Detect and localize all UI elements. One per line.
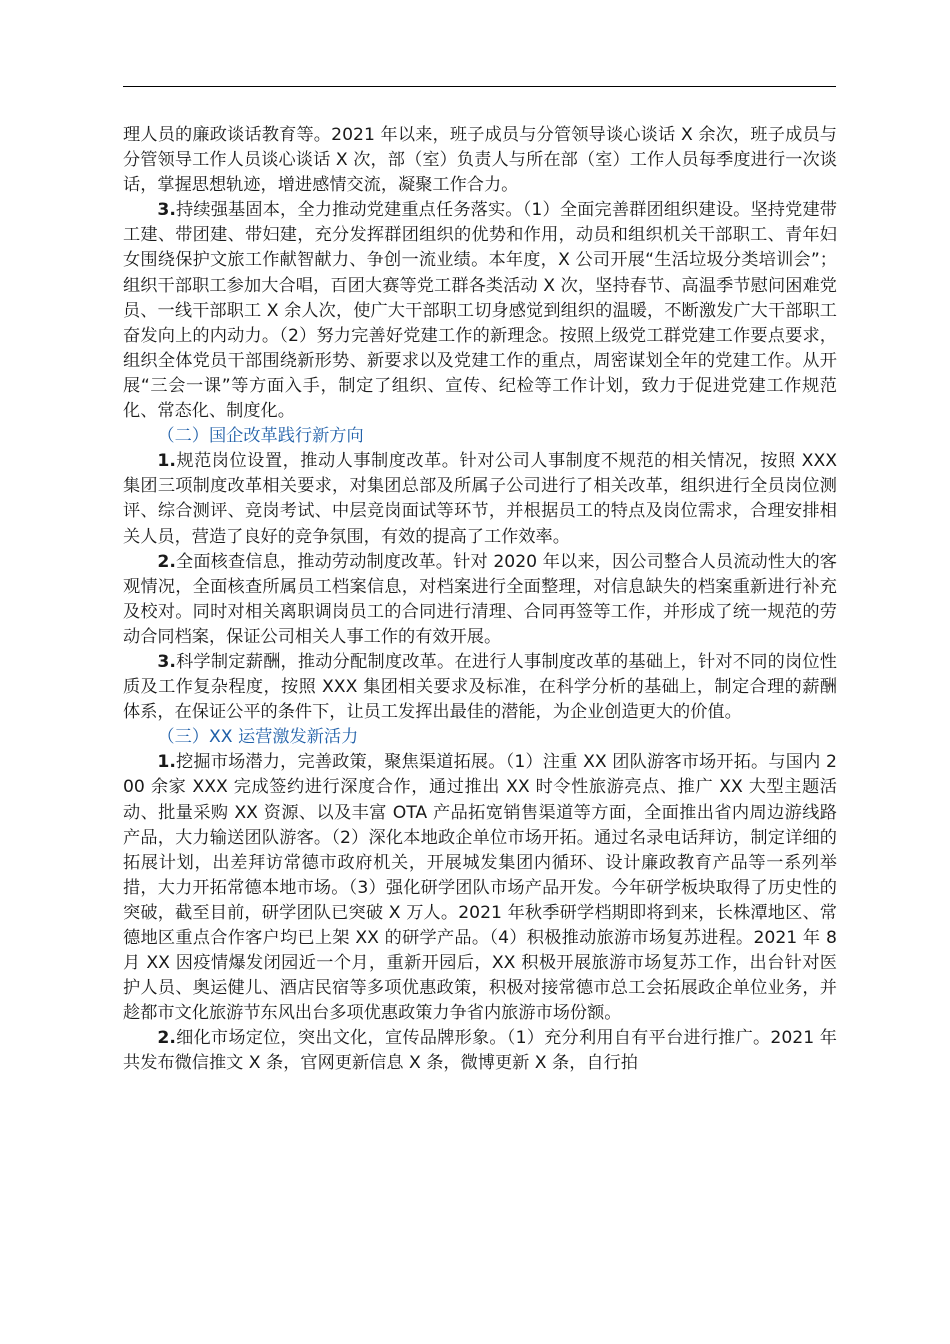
paragraph-number: 2. <box>157 551 176 572</box>
paragraph-text: 持续强基固本，全力推动党建重点任务落实。（1）全面完善群团组织建设。坚持党建带工建、带团建、带妇建，充分发挥群团组织的优势和作用，动员和组织机关干部职工、青年妇女围绕保护文旅工作献智献力、争创一流业绩。本年度，X 公司开展“生活垃圾分类培训会”；组织干部职工参加大合唱，百团大赛等党工群各类活动 X 次，坚持春节、高温季节慰问困难党员、一线干部职工 X 余人次，使广大干部职工切身感觉到组织的温暖，不断激发广大干部职工奋发向上的内动力。（2）努力完善好党建工作的新理念。按照上级党工群党建工作要点要求，组织全体党员干部围绕新形势、新要求以及党建工作的重点，周密谋划全年的党建工作。从开展“三会一课”等方面入手，制定了组织、宣传、纪检等工作计划，致力于促进党建工作规范化、常态化、制度化。 <box>123 200 837 422</box>
document-body <box>123 123 837 1077</box>
paragraph-number: 3. <box>157 200 176 221</box>
paragraph-reform-1 <box>123 449 837 549</box>
paragraph-number: 1. <box>157 451 176 472</box>
paragraph-party-building-3 <box>123 198 837 424</box>
paragraph-text: 理人员的廉政谈话教育等。2021 年以来，班子成员与分管领导谈心谈话 X 余次，班子成员与分管领导工作人员谈心谈话 X 次，部（室）负责人与所在部（室）工作人员每季度进行一次谈话，掌握思想轨迹，增进感情交流，凝聚工作合力。 <box>123 125 837 196</box>
paragraph-number: 2. <box>157 1028 176 1049</box>
paragraph-text: 规范岗位设置，推动人事制度改革。针对公司人事制度不规范的相关情况，按照 XXX 集团三项制度改革相关要求，对集团总部及所属子公司进行了相关改革，组织进行全员岗位测评、综合测评、竞岗考试、中层竞岗面试等环节，并根据员工的特点及岗位需求，合理安排相关人员，营造了良好的竞争氛围，有效的提高了工作效率。 <box>123 451 837 547</box>
paragraph-continuation <box>123 123 837 198</box>
section-heading-operations: （三）XX 运营激发新活力 <box>157 727 359 748</box>
paragraph-text: 细化市场定位，突出文化，宣传品牌形象。（1）充分利用自有平台进行推广。2021 年共发布微信推文 X 条，官网更新信息 X 条，微博更新 X 条，自行拍 <box>123 1028 837 1074</box>
paragraph-number: 1. <box>157 752 176 773</box>
section-heading-soe-reform: （二）国企改革践行新方向 <box>157 426 364 447</box>
header-rule <box>123 86 836 87</box>
paragraph-operations-1 <box>123 750 837 1026</box>
paragraph-operations-2 <box>123 1026 837 1076</box>
paragraph-reform-2 <box>123 550 837 650</box>
paragraph-text: 挖掘市场潜力，完善政策，聚焦渠道拓展。（1）注重 XX 团队游客市场开拓。与国内 200 余家 XXX 完成签约进行深度合作，通过推出 XX 时令性旅游亮点、推广 XX 大型主题活动、批量采购 XX 资源、以及丰富 OTA 产品拓宽销售渠道等方面，全面推出省内周边游线路产品，大力输送团队游客。（2）深化本地政企单位市场开拓。通过名录电话拜访，制定详细的拓展计划，出差拜访常德市政府机关，开展城发集团内循环、设计廉政教育产品等一系列举措，大力开拓常德本地市场。（3）强化研学团队市场产品开发。今年研学板块取得了历史性的突破，截至目前，研学团队已突破 X 万人。2021 年秋季研学档期即将到来，长株潭地区、常德地区重点合作客户均已上架 XX 的研学产品。（4）积极推动旅游市场复苏进程。2021 年 8 月 XX 因疫情爆发闭园近一个月，重新开园后，XX 积极开展旅游市场复苏工作，出台针对医护人员、奥运健儿、酒店民宿等多项优惠政策，积极对接常德市总工会拓展政企单位业务，并趁都市文化旅游节东风出台多项优惠政策力争省内旅游市场份额。 <box>123 752 837 1024</box>
paragraph-text: 全面核查信息，推动劳动制度改革。针对 2020 年以来，因公司整合人员流动性大的客观情况，全面核查所属员工档案信息，对档案进行全面整理，对信息缺失的档案重新进行补充及校对。同时对相关离职调岗员工的合同进行清理、合同再签等工作，并形成了统一规范的劳动合同档案，保证公司相关人事工作的有效开展。 <box>123 551 837 647</box>
paragraph-reform-3 <box>123 650 837 725</box>
paragraph-number: 3. <box>157 651 176 672</box>
paragraph-text: 科学制定薪酬，推动分配制度改革。在进行人事制度改革的基础上，针对不同的岗位性质及工作复杂程度，按照 XXX 集团相关要求及标准，在科学分析的基础上，制定合理的薪酬体系，在保证公平的条件下，让员工发挥出最佳的潜能，为企业创造更大的价值。 <box>123 651 837 723</box>
